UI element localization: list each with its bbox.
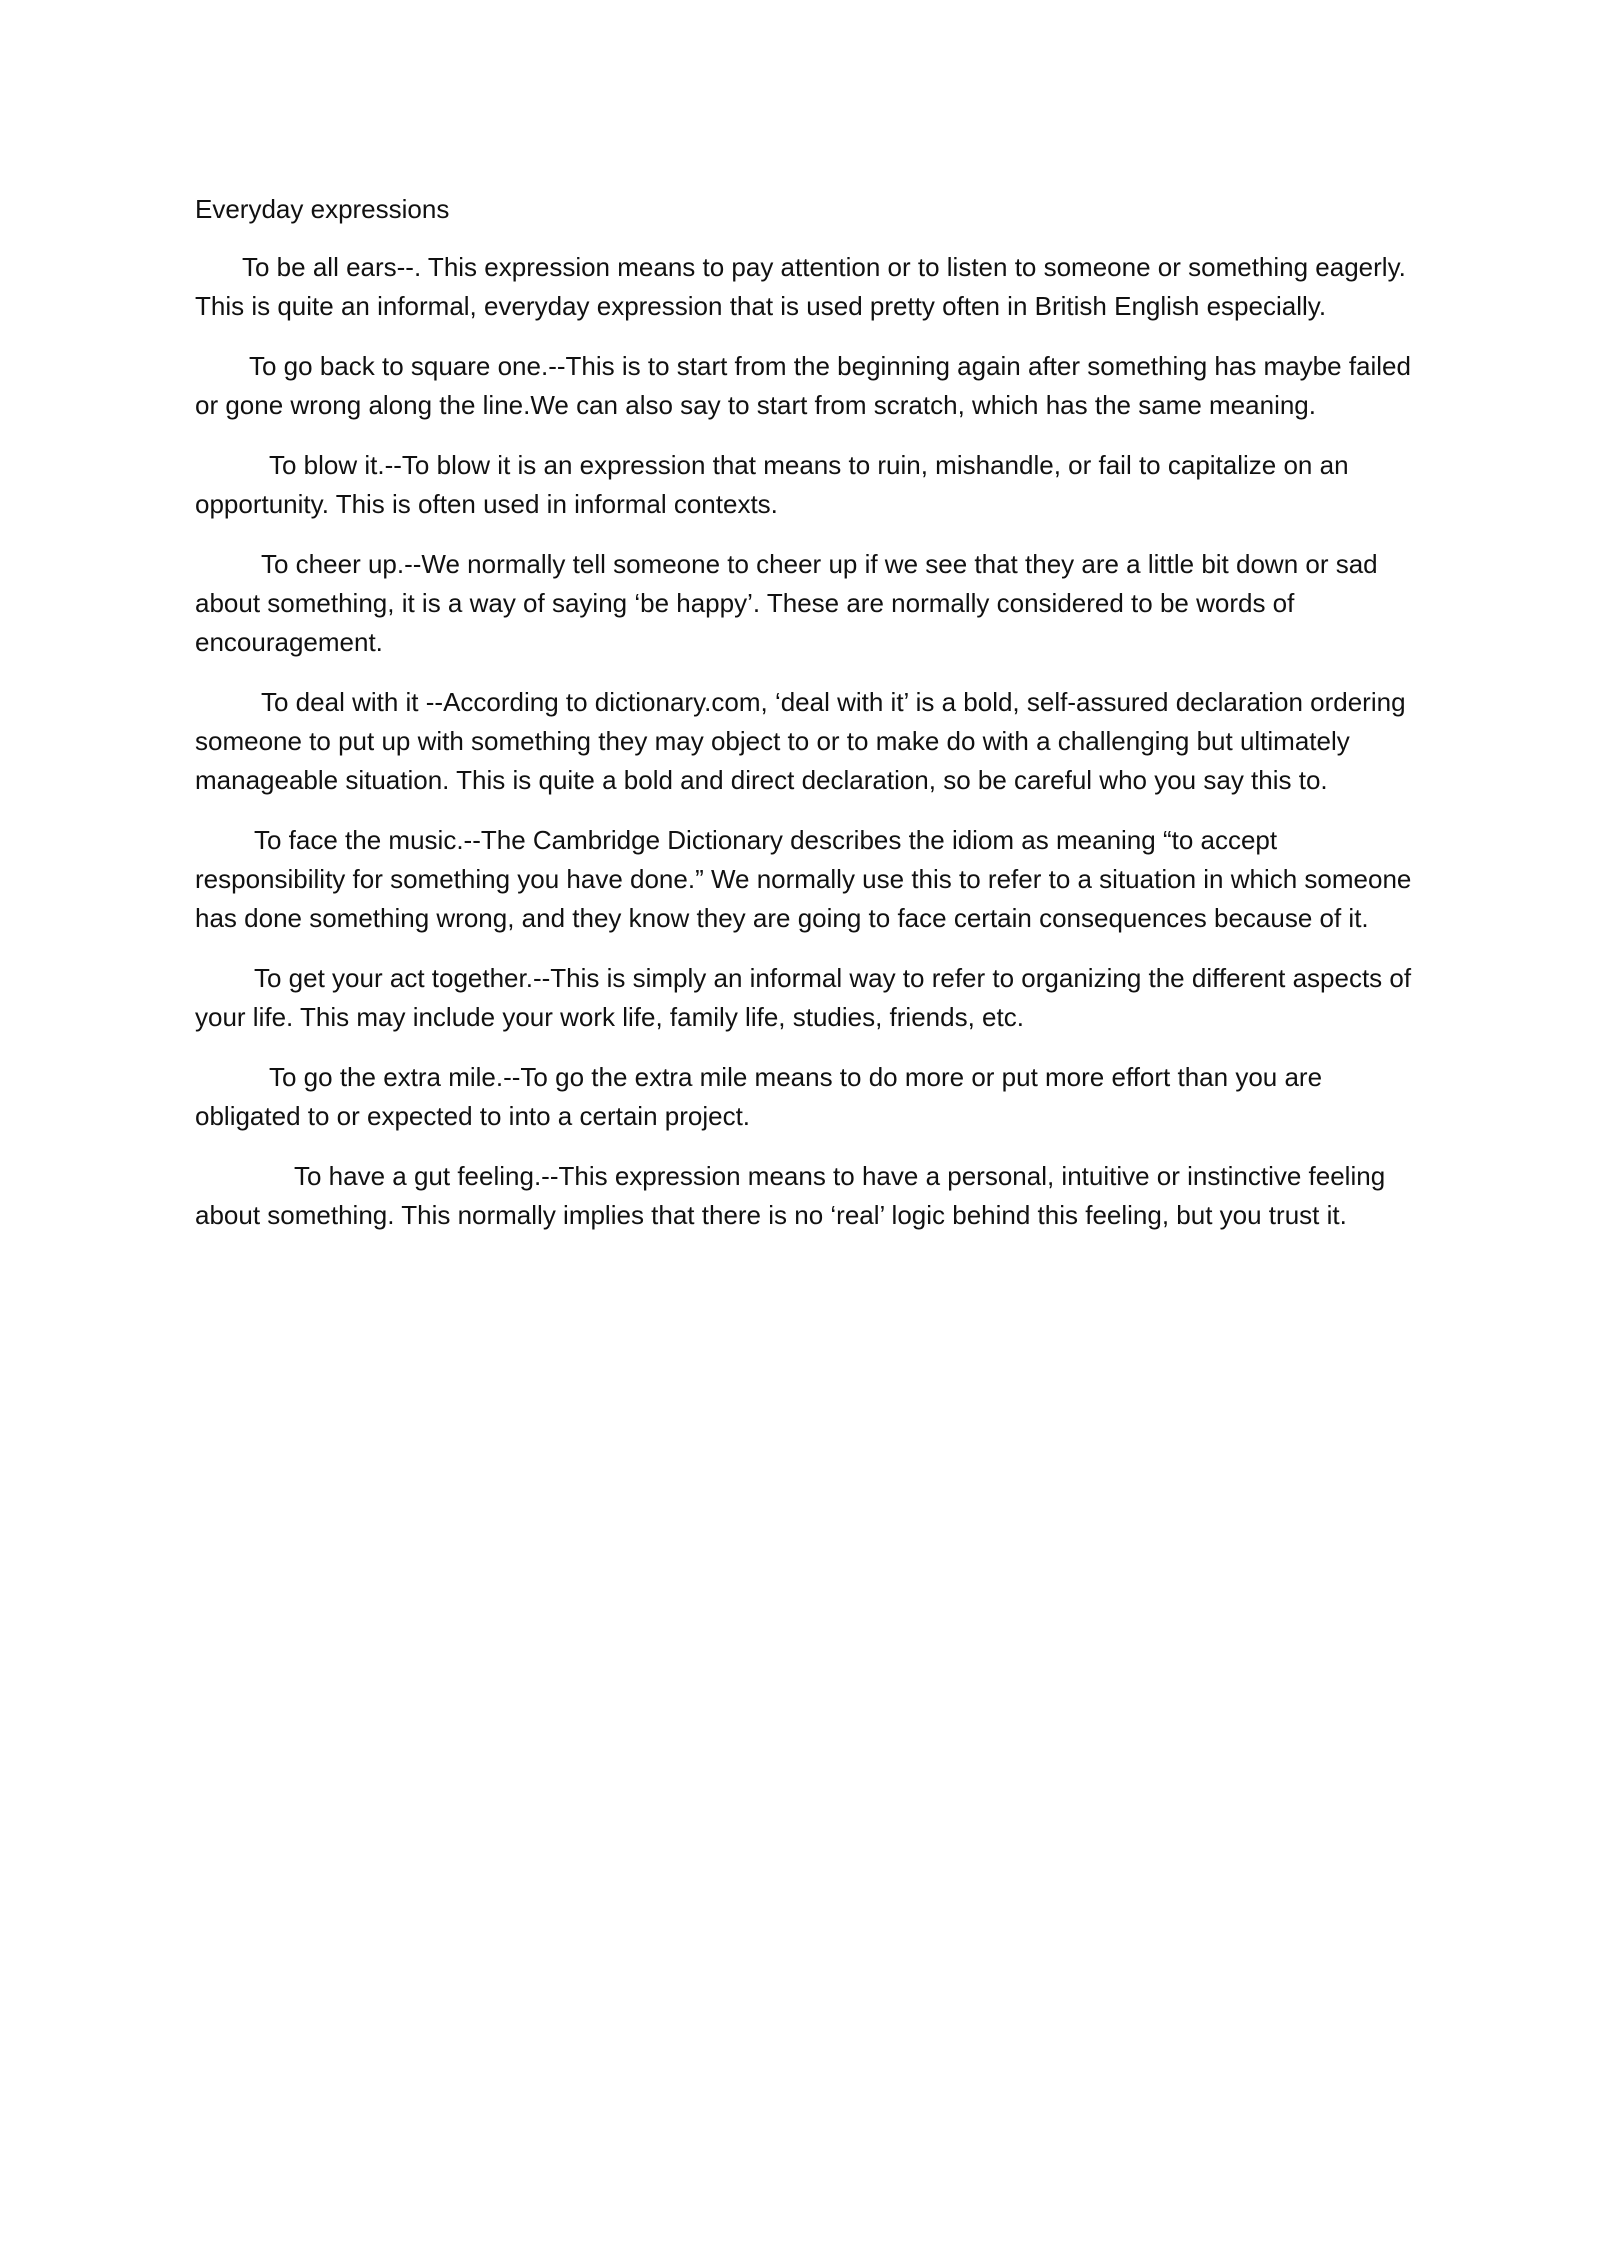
- paragraph-gut-feeling: To have a gut feeling.--This expression means to have a personal, intuitive or instinctive feeling about something. This normally implies that there is no ‘real’ logic behind this feeling, but you trust it.: [195, 1161, 1386, 1230]
- paragraph-deal-with-it: To deal with it --According to dictionary.com, ‘deal with it’ is a bold, self-assured declaration ordering someone to put up with something they may object to or to make do with a challenging but ultimately manageable situation. This is quite a bold and direct declaration, so be careful who you say this to.: [195, 687, 1406, 795]
- document-body: [195, 190, 1425, 1256]
- paragraph-get-your-act-together: To get your act together.--This is simply an informal way to refer to organizing the different aspects of your life. This may include your work life, family life, studies, friends, etc.: [195, 963, 1412, 1032]
- paragraph-go-the-extra-mile: To go the extra mile.--To go the extra mile means to do more or put more effort than you are obligated to or expected to into a certain project.: [195, 1062, 1323, 1131]
- paragraph-back-to-square-one: To go back to square one.--This is to start from the beginning again after something has maybe failed or gone wrong along the line.We can also say to start from scratch, which has the same meaning.: [195, 351, 1411, 420]
- document-title: Everyday expressions: [195, 194, 450, 224]
- paragraph-cheer-up: To cheer up.--We normally tell someone to cheer up if we see that they are a little bit down or sad about something, it is a way of saying ‘be happy’. These are normally considered to be words of encouragement.: [195, 549, 1378, 657]
- paragraph-blow-it: To blow it.--To blow it is an expression that means to ruin, mishandle, or fail to capitalize on an opportunity. This is often used in informal contexts.: [195, 450, 1349, 519]
- paragraph-be-all-ears: To be all ears--. This expression means to pay attention or to listen to someone or something eagerly. This is quite an informal, everyday expression that is used pretty often in British English especially.: [195, 252, 1406, 321]
- paragraph-face-the-music: To face the music.--The Cambridge Dictionary describes the idiom as meaning “to accept responsibility for something you have done.” We normally use this to refer to a situation in which someone has done something wrong, and they know they are going to face certain consequences because of it.: [195, 825, 1412, 933]
